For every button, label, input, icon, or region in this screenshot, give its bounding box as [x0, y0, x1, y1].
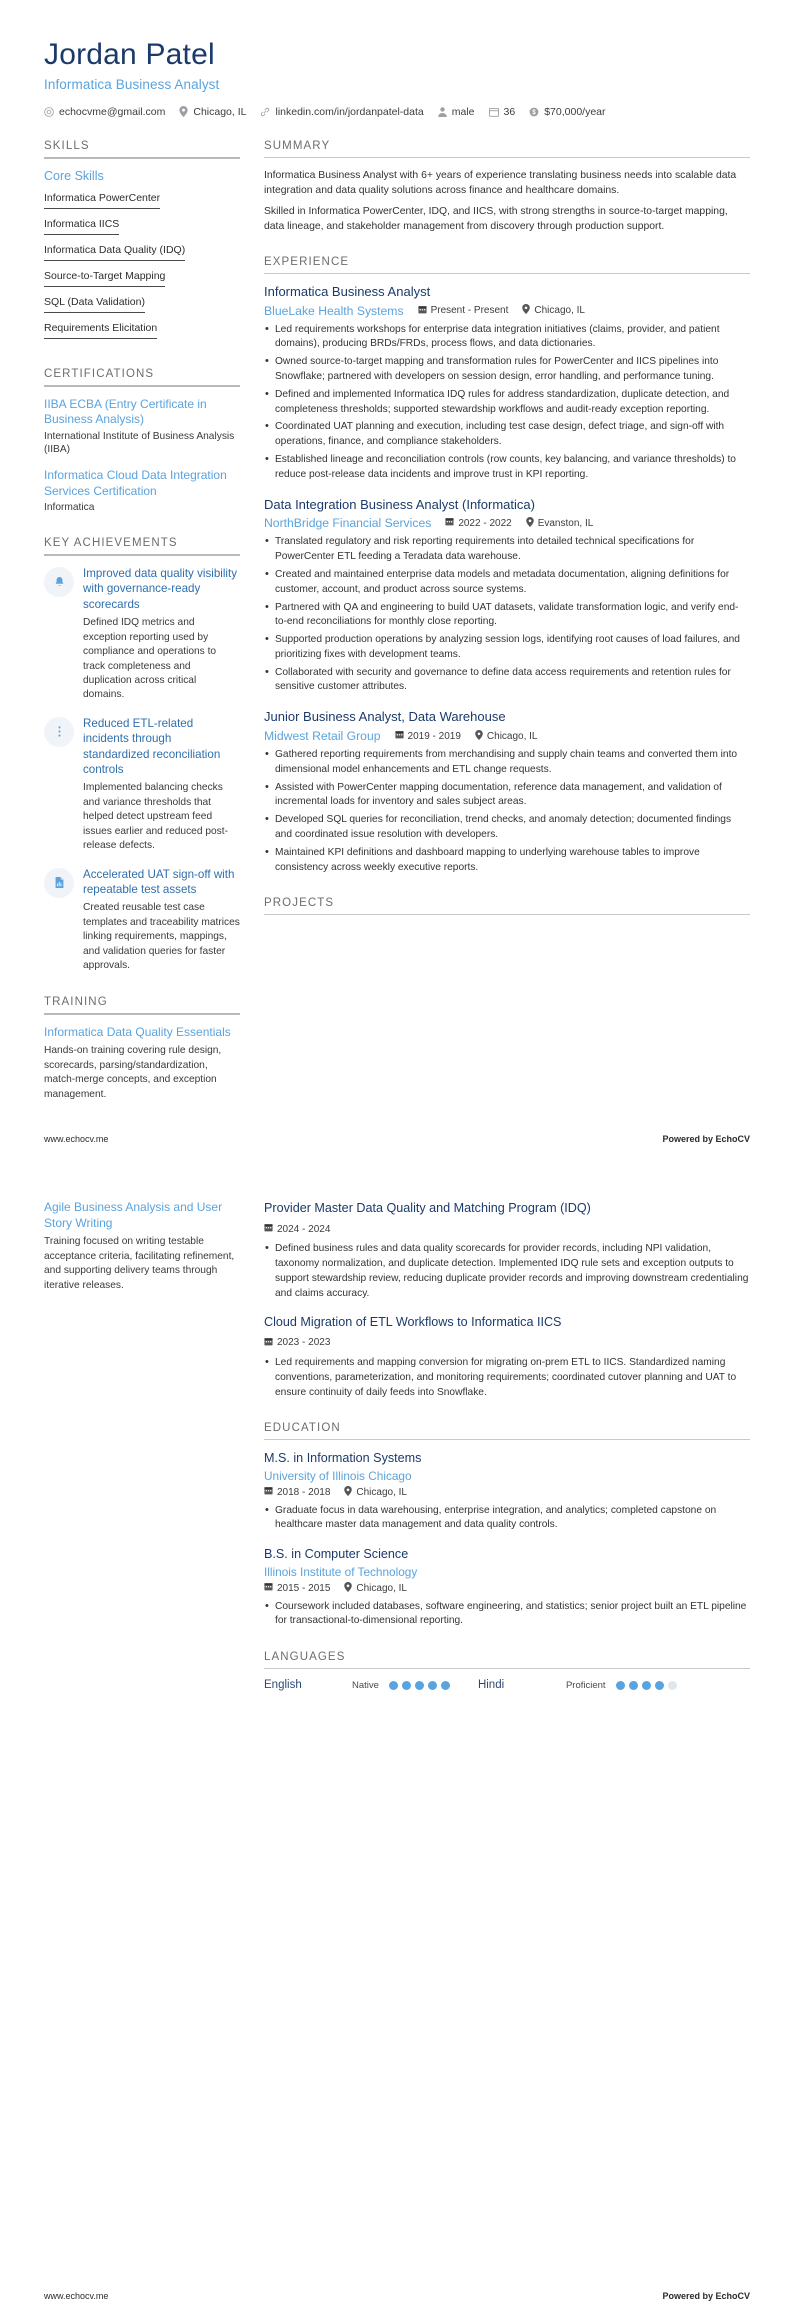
proficiency-dot — [415, 1681, 424, 1690]
section-divider — [44, 554, 240, 556]
achievement-item — [44, 716, 240, 854]
project-dates-text: 2024 - 2024 — [277, 1223, 331, 1235]
candidate-name: Jordan Patel — [44, 38, 215, 71]
language-proficiency-dots — [389, 1681, 450, 1690]
page-footer — [0, 1124, 794, 1158]
education-bullets — [264, 1600, 750, 1630]
education-bullet: • Coursework included databases, software engineering, and statistics; senior project built an ETL pipeline for transactional-to-dimensional reporting. — [264, 1600, 750, 1630]
proficiency-dot — [655, 1681, 664, 1690]
left-sidebar — [44, 140, 240, 1125]
section-divider — [264, 1439, 750, 1440]
skills-section — [44, 140, 240, 346]
proficiency-dot — [629, 1681, 638, 1690]
education-school: University of Illinois Chicago — [264, 1468, 412, 1483]
education-location-text: Chicago, IL — [356, 1486, 407, 1498]
document-chart-icon — [44, 868, 74, 898]
experience-item — [264, 709, 750, 875]
job-company: BlueLake Health Systems — [264, 303, 404, 318]
section-divider — [264, 157, 750, 158]
contact-email[interactable] — [44, 106, 165, 118]
job-dates-text: Present - Present — [430, 305, 509, 317]
achievement-title: Improved data quality visibility with governance-ready scorecards — [83, 567, 238, 611]
certifications-section-heading: CERTIFICATIONS — [44, 367, 155, 380]
language-proficiency-dots — [616, 1681, 677, 1690]
language-level: Native — [352, 1679, 379, 1691]
job-bullet: • Partnered with QA and engineering to build UAT datasets, validate transformation logic, and verify end-to-end reconciliations for monthly close reporting. — [264, 601, 750, 631]
education-dates — [264, 1582, 330, 1595]
job-dates — [445, 517, 511, 529]
languages-section — [264, 1651, 750, 1691]
contact-age-text: 36 — [503, 105, 516, 118]
job-company: Midwest Retail Group — [264, 729, 381, 744]
job-role: Informatica Business Analyst — [264, 283, 431, 299]
calendar-icon — [395, 730, 404, 742]
project-bullet: • Led requirements and mapping conversion for migrating on-prem ETL to IICS. Standardized naming conventions, parameterization, and monitoring requirements; coordinated cutover planning and UAT to ensure continuity of daily feeds into Snowflake. — [264, 1356, 750, 1400]
main-content — [264, 140, 750, 938]
languages-section-heading: LANGUAGES — [264, 1651, 346, 1664]
footer-powered-by: Powered by EchoCV — [662, 2291, 750, 2302]
contact-gender-text: male — [451, 105, 475, 118]
link-icon — [260, 107, 270, 117]
training-description: Training focused on writing testable acceptance criteria, facilitating refinement, and supporting delivery teams through iterative releases. — [44, 1236, 235, 1291]
job-location-text: Chicago, IL — [534, 305, 585, 317]
contact-age — [489, 106, 516, 118]
job-bullet: • Assisted with PowerCenter mapping documentation, reference data management, and validation of incremental loads for inventory and sales subject areas. — [264, 781, 750, 811]
training-item — [44, 1200, 240, 1293]
skills-group-title: Core Skills — [44, 168, 104, 183]
calendar-icon — [489, 107, 499, 117]
skill-item: SQL (Data Validation) — [44, 294, 145, 313]
project-dates — [264, 1223, 330, 1235]
job-company: NorthBridge Financial Services — [264, 516, 432, 531]
calendar-icon — [445, 517, 454, 529]
job-location-text: Evanston, IL — [537, 517, 594, 529]
education-dates-text: 2015 - 2015 — [277, 1582, 331, 1594]
bell-icon — [44, 567, 74, 597]
footer-website[interactable]: www.echocv.me — [44, 2291, 109, 2302]
email-icon — [44, 107, 54, 117]
education-section-heading: EDUCATION — [264, 1422, 341, 1435]
skill-item: Informatica PowerCenter — [44, 190, 160, 209]
language-item — [264, 1679, 450, 1691]
contact-location — [179, 106, 246, 118]
job-dates-text: 2019 - 2019 — [407, 730, 461, 742]
proficiency-dot — [428, 1681, 437, 1690]
resume-header — [44, 38, 750, 118]
section-divider — [44, 385, 240, 387]
contact-email-text: echocvme@gmail.com — [59, 105, 166, 118]
job-bullets — [264, 323, 750, 483]
section-divider — [264, 914, 750, 915]
job-bullet: • Translated regulatory and risk reporting requirements into detailed technical specifications for PowerCenter ETL feeding a Teradata data warehouse. — [264, 535, 750, 565]
location-pin-icon — [179, 106, 188, 117]
project-dates-text: 2023 - 2023 — [277, 1337, 331, 1349]
certifications-section — [44, 368, 240, 516]
achievement-description: Created reusable test case templates and traceability matrices linking requirements, mappings, and validation queries for faster approvals. — [83, 902, 240, 972]
proficiency-dot — [389, 1681, 398, 1690]
job-location — [522, 304, 585, 317]
projects-section-heading: PROJECTS — [264, 897, 335, 910]
achievement-item — [44, 566, 240, 703]
proficiency-dot — [441, 1681, 450, 1690]
job-dates — [418, 305, 509, 317]
education-dates — [264, 1486, 330, 1499]
contact-salary-text: $70,000/year — [544, 105, 606, 118]
job-location — [526, 517, 594, 530]
calendar-icon — [264, 1223, 273, 1235]
skill-item: Requirements Elicitation — [44, 320, 157, 339]
certification-item — [44, 397, 240, 458]
experience-item — [264, 497, 750, 696]
job-bullet: • Defined and implemented Informatica IDQ rules for address standardization, duplicate detection, and completeness thresholds; supported stewardship workflows and audit-ready exception reporting. — [264, 388, 750, 418]
training-section-heading: TRAINING — [44, 995, 108, 1008]
experience-section-heading: EXPERIENCE — [264, 255, 350, 268]
dots-vertical-icon — [44, 717, 74, 747]
language-name: English — [264, 1679, 302, 1692]
job-bullets — [264, 748, 750, 875]
project-item — [264, 1314, 750, 1401]
contact-location-text: Chicago, IL — [193, 105, 247, 118]
experience-item — [264, 284, 750, 483]
achievement-description: Implemented balancing checks and variance thresholds that helped detect upstream feed issues earlier and reduced post-release defects. — [83, 782, 228, 852]
page-2 — [0, 1158, 794, 2281]
contact-info-bar — [44, 106, 750, 118]
training-name: Informatica Data Quality Essentials — [44, 1024, 231, 1039]
two-column-body — [44, 140, 750, 1125]
skills-section-heading: SKILLS — [44, 139, 90, 152]
left-sidebar-page2 — [44, 1200, 240, 1293]
achievement-item — [44, 867, 240, 974]
calendar-icon — [264, 1582, 273, 1594]
job-location — [475, 730, 538, 743]
project-bullet: • Defined business rules and data quality scorecards for provider records, including NPI validation, taxonomy normalization, and duplicate detection. Implemented IDQ rule sets and exception outputs to support stewardship review, reducing duplicate provider records and improving downstream credentialing and claims accuracy. — [264, 1242, 750, 1301]
person-icon — [438, 107, 447, 117]
job-bullet: • Supported production operations by analyzing session logs, identifying root causes of load failures, and prioritizing fixes with development teams. — [264, 633, 750, 663]
job-dates-text: 2022 - 2022 — [458, 517, 512, 529]
money-icon — [529, 107, 539, 117]
experience-section — [264, 256, 750, 876]
language-level: Proficient — [565, 1679, 606, 1691]
certification-item — [44, 468, 240, 515]
achievement-description: Defined IDQ metrics and exception reporting used by compliance and operations to track completeness and duplication across critical domains. — [83, 617, 217, 701]
certification-org: International Institute of Business Analysis (IIBA) — [44, 430, 235, 456]
section-divider — [44, 1013, 240, 1015]
contact-linkedin[interactable] — [260, 106, 423, 118]
education-degree: B.S. in Computer Science — [264, 1547, 409, 1562]
education-location-text: Chicago, IL — [356, 1582, 407, 1594]
job-role: Junior Business Analyst, Data Warehouse — [264, 709, 506, 725]
training-item — [44, 1025, 240, 1103]
main-content-page2 — [264, 1200, 750, 2183]
summary-paragraph: Skilled in Informatica PowerCenter, IDQ, and IICS, with strong strengths in source-to-target mapping, data lineage, and stakeholder management from discovery through production support. — [264, 205, 728, 232]
project-name: Cloud Migration of ETL Workflows to Informatica IICS — [264, 1314, 562, 1329]
job-bullet: • Coordinated UAT planning and execution, including test case design, defect triage, and sign-off with operations, finance, and compliance stakeholders. — [264, 420, 750, 450]
language-name: Hindi — [477, 1679, 505, 1692]
job-bullet: • Created and maintained enterprise data models and metadata documentation, aligning definitions for customer, account, and product across source systems. — [264, 568, 750, 598]
two-column-body-page2 — [44, 1200, 750, 2183]
calendar-icon — [418, 305, 427, 317]
page-footer — [0, 2281, 794, 2315]
job-bullet: • Maintained KPI definitions and dashboard mapping to underlying warehouse tables to improve consistency across weekly executive reports. — [264, 846, 750, 876]
job-role: Data Integration Business Analyst (Informatica) — [264, 496, 535, 512]
contact-gender — [438, 106, 475, 118]
skill-item: Source-to-Target Mapping — [44, 268, 165, 287]
education-item — [264, 1546, 750, 1629]
page-1 — [0, 0, 794, 1124]
skills-list — [44, 190, 240, 346]
location-pin-icon — [344, 1582, 352, 1595]
section-divider — [264, 1668, 750, 1669]
skill-item: Informatica IICS — [44, 216, 119, 235]
job-bullet: • Gathered reporting requirements from merchandising and supply chain teams and converted them into dimensional model enhancements and ETL change requests. — [264, 748, 750, 778]
summary-section — [264, 140, 750, 234]
page-whitespace — [264, 1713, 750, 2183]
job-bullets — [264, 535, 750, 695]
language-item — [478, 1679, 677, 1691]
section-divider — [44, 157, 240, 159]
section-divider — [264, 273, 750, 274]
certification-name: Informatica Cloud Data Integration Services Certification — [44, 468, 227, 498]
education-section — [264, 1422, 750, 1629]
achievement-title: Accelerated UAT sign-off with repeatable test assets — [83, 867, 235, 896]
key-achievements-section-heading: KEY ACHIEVEMENTS — [44, 537, 178, 550]
education-dates-text: 2018 - 2018 — [277, 1486, 331, 1498]
footer-website[interactable]: www.echocv.me — [44, 1134, 109, 1145]
contact-salary — [529, 106, 605, 118]
proficiency-dot — [616, 1681, 625, 1690]
projects-section-heading-wrap — [264, 897, 750, 915]
job-bullet: • Developed SQL queries for reconciliation, trend checks, and anomaly detection; documented findings and coordinated issue resolution with developers. — [264, 813, 750, 843]
job-dates — [395, 730, 461, 742]
footer-powered-by: Powered by EchoCV — [662, 1134, 750, 1145]
job-location-text: Chicago, IL — [486, 730, 538, 742]
certification-name: IIBA ECBA (Entry Certificate in Business Analysis) — [44, 396, 207, 427]
skill-item: Informatica Data Quality (IDQ) — [44, 242, 185, 261]
education-location — [344, 1582, 407, 1595]
contact-linkedin-text: linkedin.com/in/jordanpatel-data — [275, 105, 424, 118]
certification-org: Informatica — [44, 502, 95, 514]
location-pin-icon — [475, 730, 483, 743]
job-bullet: • Owned source-to-target mapping and transformation rules for PowerCenter and IICS pipelines into Snowflake; partnered with developers on session design, error handling, and performance tuning. — [264, 355, 750, 385]
education-bullets — [264, 1504, 750, 1534]
training-section — [44, 996, 240, 1103]
key-achievements-section — [44, 537, 240, 973]
project-item — [264, 1200, 750, 1301]
job-bullet: • Established lineage and reconciliation controls (row counts, key balancing, and variance thresholds) to reduce post-release data incidents and improve trust in KPI reporting. — [264, 453, 750, 483]
location-pin-icon — [526, 517, 534, 530]
education-item — [264, 1450, 750, 1533]
location-pin-icon — [522, 304, 530, 317]
project-bullets — [264, 1242, 750, 1301]
proficiency-dot — [668, 1681, 677, 1690]
education-location — [344, 1486, 407, 1499]
location-pin-icon — [344, 1486, 352, 1499]
project-dates — [264, 1337, 330, 1349]
project-name: Provider Master Data Quality and Matching Program (IDQ) — [264, 1201, 591, 1216]
project-bullets — [264, 1356, 750, 1400]
education-bullet: • Graduate focus in data warehousing, enterprise integration, and analytics; completed capstone on healthcare master data management and data quality controls. — [264, 1504, 750, 1534]
summary-section-heading: SUMMARY — [264, 139, 331, 152]
education-degree: M.S. in Information Systems — [264, 1451, 422, 1466]
projects-section — [264, 1200, 750, 1400]
training-name: Agile Business Analysis and User Story Writing — [44, 1200, 223, 1230]
proficiency-dot — [642, 1681, 651, 1690]
summary-paragraph: Informatica Business Analyst with 6+ years of experience translating business needs into scalable data integration and data quality solutions across finance and healthcare domains. — [264, 169, 737, 196]
languages-list — [264, 1679, 750, 1691]
training-description: Hands-on training covering rule design, scorecards, parsing/standardization, match-merge concepts, and exception management. — [44, 1045, 222, 1100]
job-bullet: • Led requirements workshops for enterprise data integration initiatives (claims, provider, and patient domains), producing BRDs/FRDs, process flows, and data dictionaries. — [264, 323, 750, 353]
candidate-job-title: Informatica Business Analyst — [44, 76, 220, 92]
calendar-icon — [264, 1486, 273, 1498]
proficiency-dot — [402, 1681, 411, 1690]
calendar-icon — [264, 1337, 273, 1349]
education-school: Illinois Institute of Technology — [264, 1564, 418, 1579]
job-bullet: • Collaborated with security and governance to define data access requirements and retention rules for sensitive customer attributes. — [264, 666, 750, 696]
achievement-title: Reduced ETL-related incidents through standardized reconciliation controls — [83, 716, 221, 776]
